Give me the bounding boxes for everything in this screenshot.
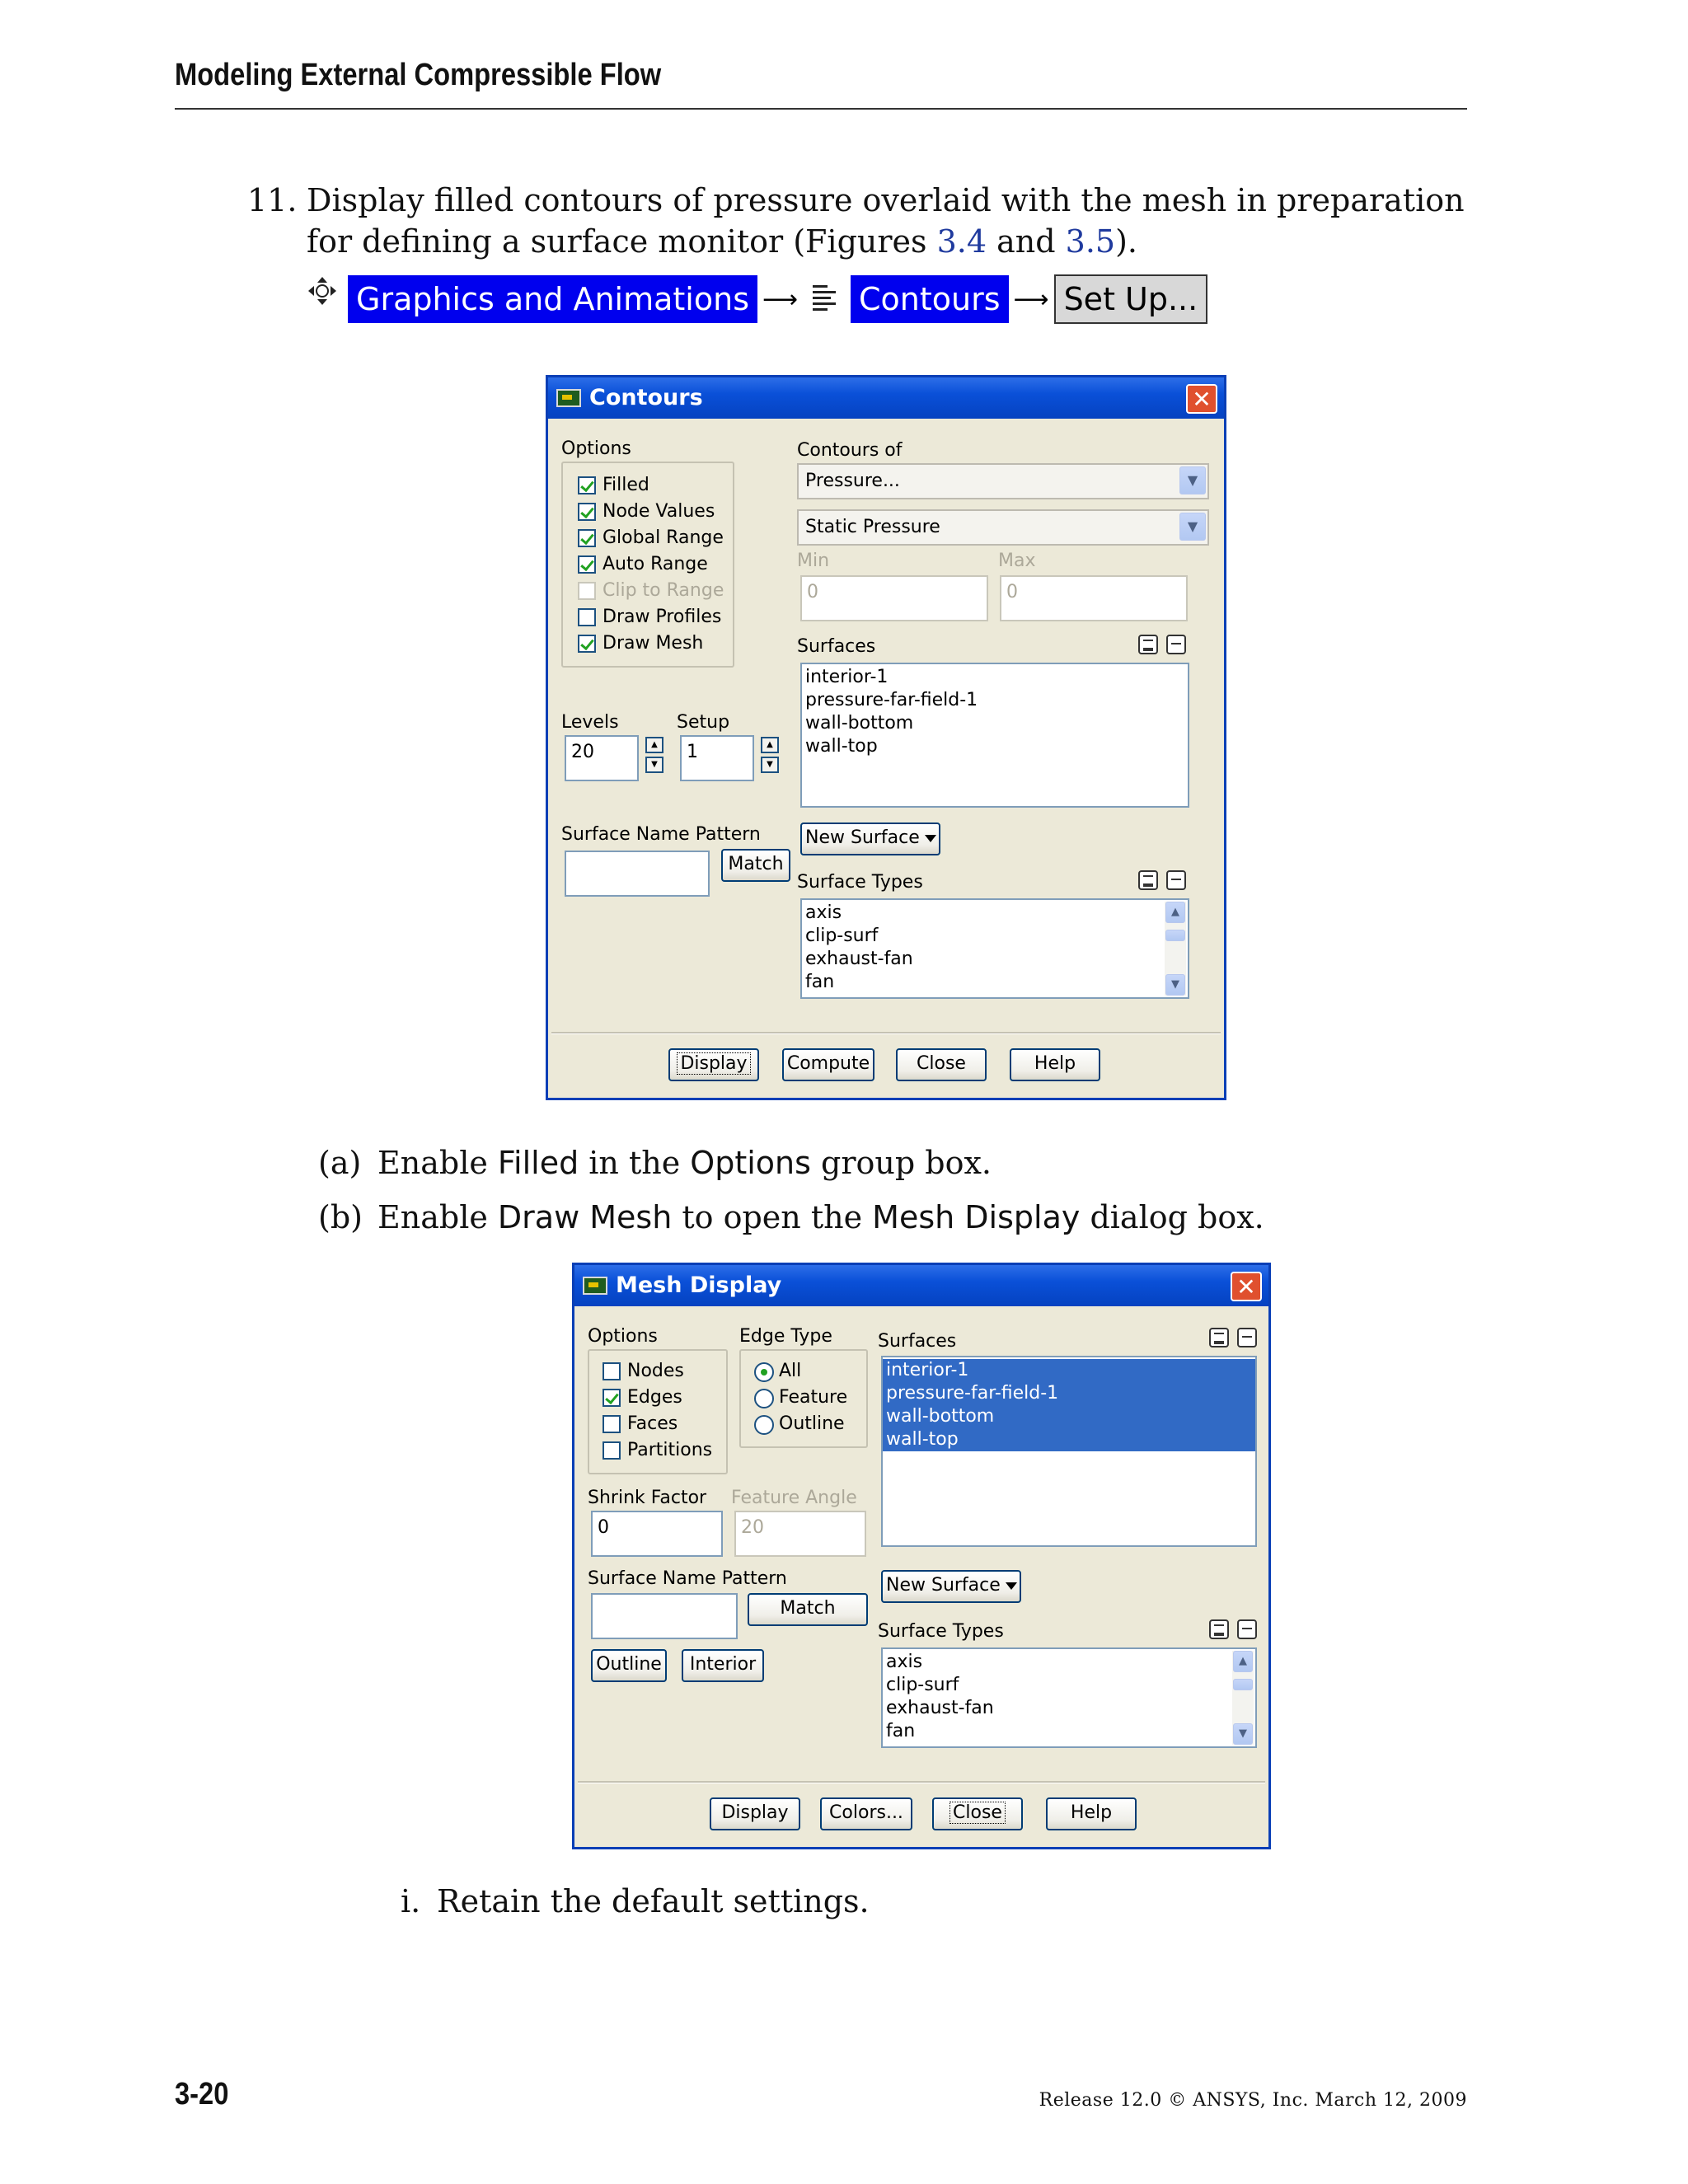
surface-types-label: Surface Types [797,872,923,893]
list-item[interactable]: interior-1 [883,1359,1255,1382]
interior-button[interactable]: Interior [682,1649,764,1682]
edges-checkbox[interactable] [603,1389,621,1407]
shrink-factor-label: Shrink Factor [588,1488,707,1508]
help-button[interactable]: Help [1010,1048,1100,1081]
list-item[interactable]: wall-bottom [805,713,914,733]
contours-of-label: Contours of [797,440,903,461]
option-label: Draw Profiles [603,607,722,627]
vertical-scrollbar[interactable] [1165,902,1186,996]
nav-arrow: ⟶ [1013,284,1049,314]
scroll-thumb[interactable] [1233,1679,1253,1690]
select-value: Static Pressure [805,517,940,537]
option-label: Edges [627,1387,682,1408]
scroll-down-icon[interactable]: ▼ [1165,974,1185,996]
surfaces-label: Surfaces [878,1331,957,1352]
list-item[interactable]: pressure-far-field-1 [883,1382,1255,1405]
vertical-scrollbar[interactable] [1232,1651,1254,1745]
substep-b-label: (b) [318,1199,363,1235]
figure-link-3-5[interactable]: 3.5 [1065,223,1116,260]
min-label: Min [797,551,830,571]
close-icon[interactable]: ✕ [1186,384,1217,414]
deselect-all-icon[interactable] [1166,635,1186,654]
setup-stepper[interactable] [761,737,779,773]
substep-i-text: Retain the default settings. [437,1883,870,1919]
edge-type-label: Outline [779,1413,845,1434]
fluent-app-icon [556,389,581,407]
faces-checkbox[interactable] [603,1415,621,1433]
option-label: Clip to Range [603,580,724,601]
contours-dialog [546,375,1226,1100]
new-surface-dropdown[interactable] [881,1570,1021,1603]
option-label: Filled [603,475,649,495]
nav-contours[interactable]: Contours [851,275,1009,323]
partitions-checkbox[interactable] [603,1441,621,1460]
clip-to-range-checkbox[interactable] [578,582,596,600]
draw-profiles-checkbox[interactable] [578,608,596,626]
contours-of-sub-select[interactable] [797,509,1209,546]
contours-dialog-titlebar [548,377,1224,419]
deselect-all-icon[interactable] [1166,870,1186,890]
max-field[interactable]: 0 [1000,575,1188,621]
ribbon-list-icon [811,284,842,315]
option-label: Node Values [603,501,715,522]
separator [551,1032,1221,1034]
list-item[interactable]: wall-bottom [883,1405,1255,1428]
new-surface-dropdown[interactable] [800,823,940,855]
display-button[interactable]: Display [668,1048,759,1081]
close-button[interactable]: Close [896,1048,987,1081]
edge-type-label: All [779,1361,802,1381]
figure-link-3-4[interactable]: 3.4 [936,223,987,260]
substep-b-text: Enable Draw Mesh to open the Mesh Display dialog box. [377,1199,1264,1235]
edge-type-label: Edge Type [739,1326,832,1347]
list-item[interactable]: pressure-far-field-1 [805,690,978,710]
feature-angle-label: Feature Angle [731,1488,857,1508]
option-label: Nodes [627,1361,684,1381]
navigation-path [348,274,1207,324]
list-item[interactable]: exhaust-fan [886,1698,994,1718]
surface-name-pattern-field[interactable] [591,1593,738,1639]
caret-down-icon [925,835,936,842]
draw-mesh-checkbox[interactable] [578,635,596,653]
edge-type-label: Feature [779,1387,848,1408]
header-rule [175,108,1467,110]
substep-a-label: (a) [318,1145,362,1181]
node-values-checkbox[interactable] [578,503,596,521]
help-button[interactable]: Help [1046,1797,1137,1830]
shrink-factor-field[interactable]: 0 [591,1511,723,1557]
navigation-pane-icon [307,275,338,307]
list-item[interactable]: clip-surf [886,1675,959,1695]
setup-label: Setup [677,712,730,733]
fluent-app-icon [583,1277,607,1295]
surfaces-label: Surfaces [797,636,876,657]
global-range-checkbox[interactable] [578,529,596,547]
colors-button[interactable]: Colors... [820,1797,912,1830]
substep-a-text: Enable Filled in the Options group box. [377,1145,992,1181]
chevron-down-icon[interactable]: ▼ [1179,513,1206,541]
substep-i-label: i. [401,1883,421,1919]
select-all-icon[interactable] [1209,1619,1229,1639]
set-up-button[interactable]: Set Up... [1054,274,1208,324]
select-all-icon[interactable] [1138,870,1158,890]
list-item[interactable]: wall-top [883,1428,1255,1451]
levels-label: Levels [561,712,619,733]
page-number: 3-20 [175,2077,229,2111]
close-button[interactable]: Close [932,1797,1023,1830]
option-label: Draw Mesh [603,633,704,654]
scroll-up-icon[interactable]: ▲ [1233,1651,1253,1672]
surface-types-list[interactable] [881,1647,1257,1748]
surfaces-list[interactable] [800,663,1189,808]
list-item[interactable]: interior-1 [805,667,889,687]
separator [578,1781,1265,1783]
nav-arrow: ⟶ [762,284,799,314]
list-item[interactable]: axis [886,1652,923,1672]
compute-button[interactable]: Compute [782,1048,874,1081]
step-number: 11. [247,182,298,218]
edge-feature-radio[interactable] [754,1389,774,1408]
release-info: Release 12.0 © ANSYS, Inc. March 12, 2009 [1039,2090,1467,2111]
match-button[interactable]: Match [721,849,790,882]
feature-angle-field[interactable]: 20 [734,1511,866,1557]
scroll-up-icon[interactable]: ▲ [1165,902,1185,923]
new-surface-label: New Surface [886,1575,1001,1596]
surface-types-label: Surface Types [878,1621,1004,1642]
up-arrow-icon[interactable]: ▲ [645,737,663,753]
dialog-title: Contours [589,385,703,410]
scroll-down-icon[interactable]: ▼ [1233,1723,1253,1745]
select-all-icon[interactable] [1138,635,1158,654]
deselect-all-icon[interactable] [1237,1619,1257,1639]
list-item[interactable]: fan [886,1721,916,1741]
mesh-display-dialog [572,1263,1271,1849]
mesh-dialog-titlebar [574,1265,1268,1306]
caret-down-icon [1006,1582,1017,1590]
outline-button[interactable]: Outline [591,1649,667,1682]
close-icon[interactable]: ✕ [1231,1272,1262,1301]
surface-name-pattern-label: Surface Name Pattern [561,824,761,845]
option-label: Auto Range [603,554,708,574]
levels-field[interactable]: 20 [565,735,639,781]
select-all-icon[interactable] [1209,1328,1229,1347]
deselect-all-icon[interactable] [1237,1328,1257,1347]
option-label: Faces [627,1413,678,1434]
setup-field[interactable]: 1 [680,735,754,781]
max-label: Max [998,551,1036,571]
down-arrow-icon[interactable]: ▼ [761,757,779,773]
list-item[interactable]: wall-top [805,736,878,757]
scroll-thumb[interactable] [1165,930,1185,941]
surface-name-pattern-label: Surface Name Pattern [588,1568,787,1589]
surfaces-list[interactable] [881,1356,1257,1547]
surface-name-pattern-field[interactable] [565,851,710,897]
contours-of-select[interactable] [797,463,1209,499]
list-item[interactable]: axis [805,902,842,923]
display-button[interactable]: Display [710,1797,800,1830]
down-arrow-icon[interactable]: ▼ [645,757,663,773]
nodes-checkbox[interactable] [603,1362,621,1380]
min-field[interactable]: 0 [800,575,988,621]
new-surface-label: New Surface [805,827,920,848]
up-arrow-icon[interactable]: ▲ [761,737,779,753]
chevron-down-icon[interactable]: ▼ [1179,466,1206,494]
nav-graphics-and-animations[interactable]: Graphics and Animations [348,275,757,323]
dialog-title: Mesh Display [616,1272,782,1298]
option-label: Partitions [627,1440,713,1460]
match-button[interactable]: Match [748,1593,868,1626]
list-item[interactable]: fan [805,972,835,992]
list-item[interactable]: exhaust-fan [805,949,913,969]
select-value: Pressure... [805,471,900,491]
edge-outline-radio[interactable] [754,1415,774,1435]
auto-range-checkbox[interactable] [578,555,596,574]
option-label: Global Range [603,527,724,548]
options-group-label: Options [561,438,631,459]
surface-types-list[interactable] [800,898,1189,999]
options-group-label: Options [588,1326,658,1347]
filled-checkbox[interactable] [578,476,596,494]
list-item[interactable]: clip-surf [805,926,879,946]
page-header-title: Modeling External Compressible Flow [175,58,662,92]
edge-all-radio[interactable] [754,1362,774,1382]
step-text: Display filled contours of pressure overlaid with the mesh in preparation for defining a surface monitor (Figures 3.4 and 3.5). [307,182,1465,260]
levels-stepper[interactable] [645,737,663,773]
